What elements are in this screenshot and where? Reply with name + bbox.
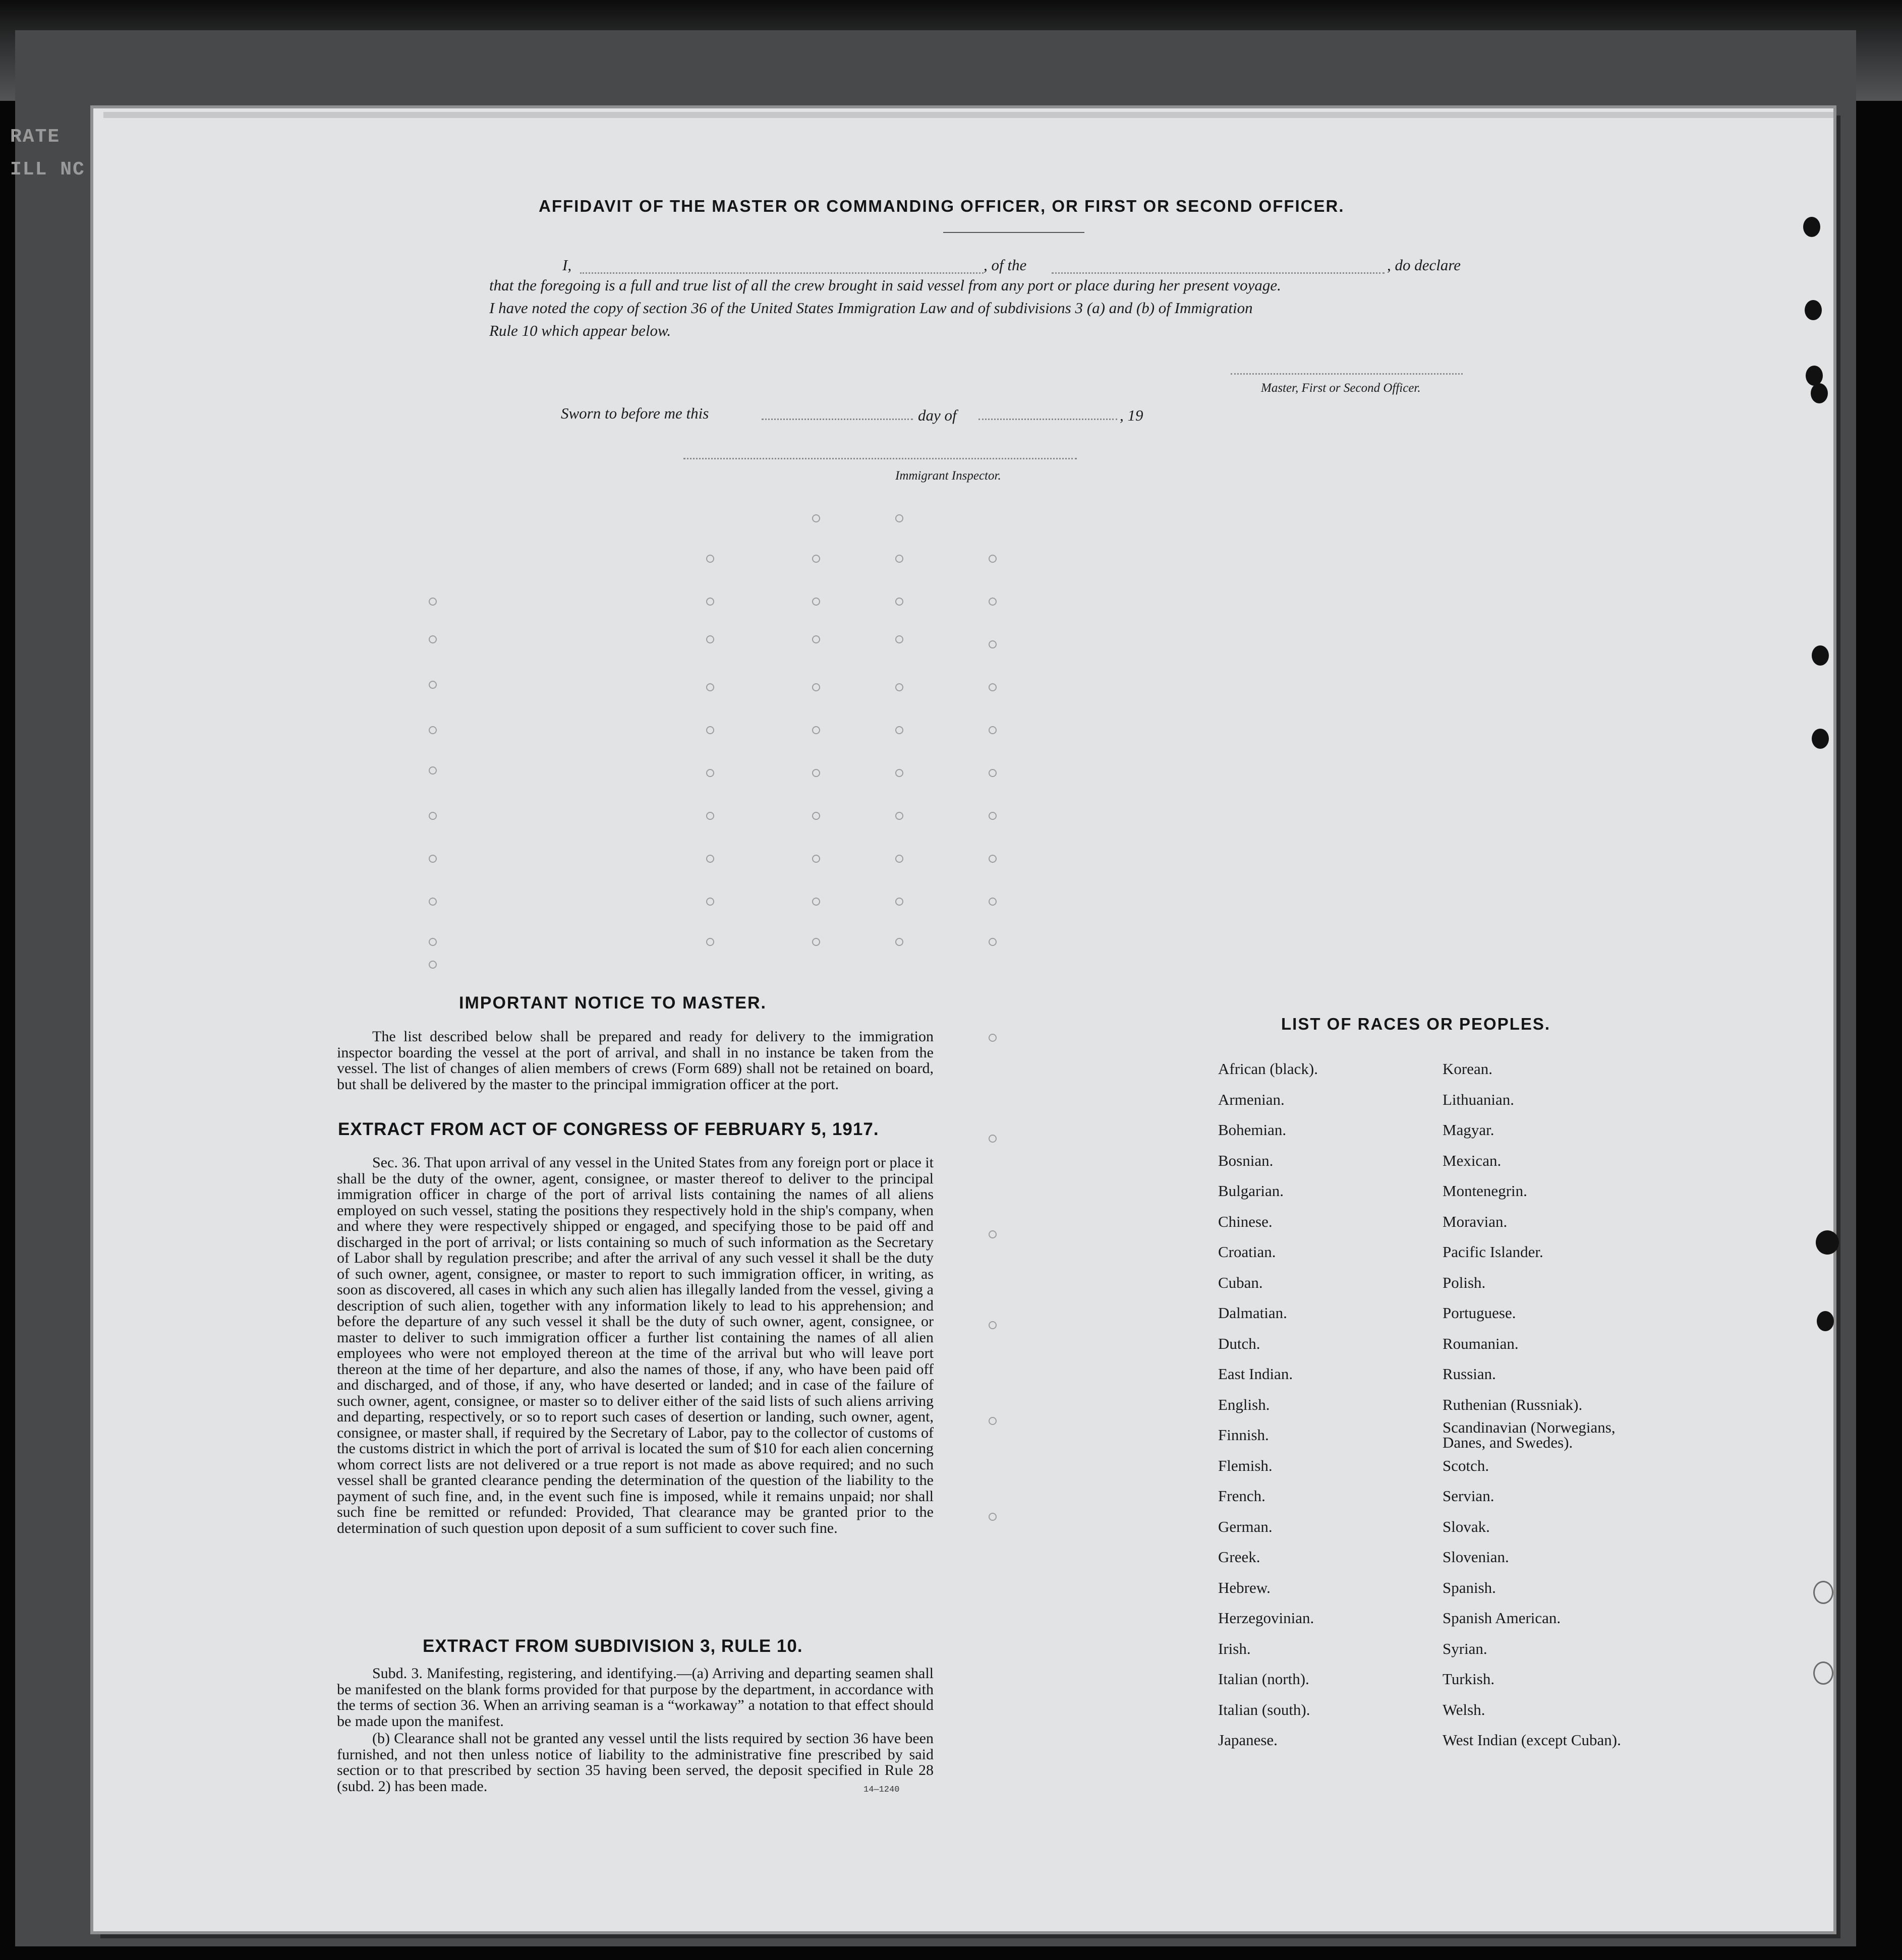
race-item: Finnish. — [1218, 1426, 1269, 1444]
race-item: German. — [1218, 1517, 1273, 1535]
guide-dot — [429, 855, 437, 863]
name-blank[interactable] — [580, 272, 984, 274]
race-item: Servian. — [1443, 1487, 1494, 1505]
guide-dot — [895, 635, 903, 643]
guide-dot — [989, 726, 997, 734]
race-item: Russian. — [1443, 1365, 1496, 1383]
guide-dot — [429, 961, 437, 969]
guide-dot — [706, 938, 714, 946]
inspector-caption: Immigrant Inspector. — [895, 469, 1001, 483]
race-item: Bulgarian. — [1218, 1182, 1284, 1200]
notice-body: The list described below shall be prepared and ready for delivery to the immigration inspector boarding the vessel at the port of arrival, and shall in no instance be taken from the vessel. The list of changes of alien members of crews (Form 689) shall not be retained on board, but shall be delivered by the master to the principal immigration officer at the port. — [337, 1028, 934, 1093]
guide-dot — [812, 514, 820, 522]
race-item: Welsh. — [1443, 1700, 1485, 1718]
guide-dot — [989, 598, 997, 606]
year-label: , 19 — [1120, 406, 1143, 424]
race-item: Dalmatian. — [1218, 1304, 1287, 1322]
race-item: East Indian. — [1218, 1365, 1293, 1383]
sworn-label: Sworn to before me this — [561, 404, 709, 422]
month-blank[interactable] — [978, 419, 1117, 420]
guide-dot — [812, 898, 820, 906]
race-item: Cuban. — [1218, 1273, 1263, 1291]
guide-dot — [989, 1321, 997, 1329]
race-item: Moravian. — [1443, 1212, 1508, 1230]
guide-dot — [706, 683, 714, 691]
form-number: 14—1240 — [863, 1785, 900, 1795]
race-item: Chinese. — [1218, 1212, 1273, 1230]
race-item: Syrian. — [1443, 1639, 1487, 1657]
guide-dot — [429, 938, 437, 946]
race-item: Spanish American. — [1443, 1609, 1561, 1627]
race-item: Mexican. — [1443, 1151, 1502, 1169]
guide-dot — [989, 855, 997, 863]
race-item: English. — [1218, 1395, 1270, 1413]
affidavit-line-3: I have noted the copy of section 36 of the United States Immigration Law and of subdivisions 3 (a) and (b) of Immigration — [489, 299, 1253, 317]
guide-dot — [429, 681, 437, 689]
race-item: Roumanian. — [1443, 1334, 1519, 1352]
act-heading: EXTRACT FROM ACT OF CONGRESS OF FEBRUARY 5, 1917. — [338, 1119, 879, 1139]
sworn-day-blank[interactable] — [762, 419, 913, 420]
punch-hole-icon — [1805, 300, 1822, 320]
guide-dot — [895, 726, 903, 734]
guide-dot — [812, 598, 820, 606]
guide-dot — [989, 1230, 997, 1238]
guide-dot — [989, 812, 997, 820]
race-item: Ruthenian (Russniak). — [1443, 1395, 1583, 1413]
punch-hole-icon — [1803, 217, 1820, 237]
inspector-blank[interactable] — [683, 458, 1077, 459]
edge-mark-2: ILL NC — [10, 159, 85, 181]
guide-dot — [429, 898, 437, 906]
affidavit-line-4: Rule 10 which appear below. — [489, 322, 671, 339]
signature-caption: Master, First or Second Officer. — [1261, 381, 1421, 395]
race-item: Polish. — [1443, 1273, 1486, 1291]
race-item: Lithuanian. — [1443, 1090, 1515, 1108]
race-item: Italian (north). — [1218, 1670, 1309, 1688]
guide-dot — [706, 635, 714, 643]
guide-dot — [812, 635, 820, 643]
race-item: Korean. — [1443, 1060, 1492, 1078]
day-of-label: day of — [918, 406, 957, 424]
notice-heading: IMPORTANT NOTICE TO MASTER. — [459, 993, 767, 1013]
guide-dot — [812, 683, 820, 691]
affidavit-line-2: that the foregoing is a full and true list of all the crew brought in said vessel from any port or place during her present voyage. — [489, 276, 1281, 294]
punch-hole-icon — [1806, 366, 1823, 386]
guide-dot — [895, 598, 903, 606]
race-item: Irish. — [1218, 1639, 1251, 1657]
race-item: Hebrew. — [1218, 1578, 1271, 1596]
guide-dot — [895, 938, 903, 946]
guide-dot — [706, 769, 714, 777]
guide-dot — [895, 514, 903, 522]
race-item: Scotch. — [1443, 1456, 1489, 1474]
punch-hole-icon — [1812, 645, 1829, 666]
guide-dot — [812, 812, 820, 820]
act-body: Sec. 36. That upon arrival of any vessel in the United States from any foreign port or place it shall be the duty of the owner, agent, consignee, or master thereof to deliver to the principal immigration officer in charge of the port of arrival lists containing the names of all aliens employed on such vessel, stating the positions they respectively hold in the ship's company, when and where they were respectively shipped or engaged, and specifying those to be paid off and discharged in the port of arrival; or lists containing so much of such information as the Secretary of Labor shall by regulation prescribe; and after the arrival of any such vessel it shall be the duty of such owner, agent, consignee, or master to report to such immigration officer, in writing, as soon as discovered, all cases in which any such alien has illegally landed from the vessel, giving a description of such alien, together with any information likely to lead to his apprehension; and before the departure of any such vessel it shall be the duty of such owner, agent, consignee, or master to deliver to such immigration officer a further list containing the names of all alien employees who were not employed thereon at the time of the arrival but who will leave port thereon at the time of her departure, and also the names of those, if any, who have been paid off and discharged, and of those, if any, who have deserted or landed; and in case of the failure of such owner, agent, consignee, or master so to deliver either of the said lists of such aliens arriving and departing, respectively, or so to report such cases of desertion or landing, such owner, agent, consignee, or master shall, if required by the Secretary of Labor, pay to the collector of customs of the customs district in which the port of arrival is located the sum of $10 for each alien concerning whom correct lists are not delivered or a true report is not made as above required; and no such vessel shall be granted clearance pending the determination of the question of the liability to the payment of such fine, and, in the event such fine is imposed, while it remains unpaid; nor shall such fine be remitted or refunded: Provided, That clearance may be granted prior to the determination of such question upon deposit of a sum sufficient to cover such fine. — [337, 1154, 934, 1536]
guide-dot — [812, 726, 820, 734]
race-item: Slovenian. — [1443, 1548, 1509, 1566]
title-underline — [943, 232, 1084, 233]
guide-dot — [895, 683, 903, 691]
race-item: Montenegrin. — [1443, 1182, 1527, 1200]
guide-dot — [989, 769, 997, 777]
guide-dot — [989, 1135, 997, 1143]
guide-dot — [706, 555, 714, 563]
guide-dot — [812, 769, 820, 777]
guide-dot — [989, 938, 997, 946]
guide-dot — [812, 938, 820, 946]
sheet-fold-edge — [103, 112, 1833, 118]
guide-dot — [989, 1417, 997, 1425]
guide-dot — [812, 855, 820, 863]
guide-dot — [895, 898, 903, 906]
affidavit-do-declare: , do declare — [1387, 256, 1461, 274]
race-item: Flemish. — [1218, 1456, 1273, 1474]
guide-dot — [989, 640, 997, 648]
races-left-column — [1218, 1054, 1318, 1756]
race-item: Spanish. — [1443, 1578, 1496, 1596]
race-item: African (black). — [1218, 1060, 1318, 1078]
race-item: Magyar. — [1443, 1121, 1494, 1139]
race-item: Bosnian. — [1218, 1151, 1274, 1169]
guide-dot — [706, 855, 714, 863]
guide-dot — [429, 726, 437, 734]
races-heading: LIST OF RACES OR PEOPLES. — [1281, 1015, 1551, 1033]
guide-dot — [989, 555, 997, 563]
punch-hole-outline-icon — [1813, 1581, 1833, 1604]
guide-dot — [429, 635, 437, 643]
race-item: Slovak. — [1443, 1517, 1490, 1535]
signature-blank[interactable] — [1231, 373, 1463, 375]
guide-dot — [429, 766, 437, 775]
race-item: Dutch. — [1218, 1334, 1260, 1352]
guide-dot — [989, 1513, 997, 1521]
race-item: Herzegovinian. — [1218, 1609, 1314, 1627]
race-item: Turkish. — [1443, 1670, 1495, 1688]
race-item: Japanese. — [1218, 1731, 1278, 1749]
race-item: Scandinavian (Norwegians, Danes, and Swedes). — [1443, 1418, 1616, 1451]
guide-dot — [989, 1034, 997, 1042]
races-right-column — [1443, 1054, 1659, 1756]
punch-hole-icon — [1811, 383, 1828, 403]
race-item: Greek. — [1218, 1548, 1260, 1566]
vessel-blank[interactable] — [1052, 272, 1385, 274]
rule-body-b: (b) Clearance shall not be granted any vessel until the lists required by section 36 have been furnished, and not then unless notice of liability to the administrative fine prescribed by said section or to that prescribed by section 35 having been served, the deposit specified in Rule 28 (subd. 2) has been made. — [337, 1730, 934, 1795]
race-item: Armenian. — [1218, 1090, 1285, 1108]
guide-dot — [895, 812, 903, 820]
punch-hole-icon — [1812, 729, 1829, 749]
race-item: West Indian (except Cuban). — [1443, 1731, 1621, 1749]
punch-hole-icon — [1817, 1311, 1834, 1331]
punch-hole-icon — [1816, 1230, 1839, 1255]
rule-heading: EXTRACT FROM SUBDIVISION 3, RULE 10. — [423, 1636, 803, 1656]
affidavit-title: AFFIDAVIT OF THE MASTER OR COMMANDING OFFICER, OR FIRST OR SECOND OFFICER. — [539, 197, 1345, 215]
affidavit-i-label: I, — [562, 256, 572, 274]
race-item: French. — [1218, 1487, 1265, 1505]
guide-dot — [429, 812, 437, 820]
guide-dot — [895, 855, 903, 863]
guide-dot — [895, 555, 903, 563]
race-item: Pacific Islander. — [1443, 1243, 1543, 1261]
rule-body-a: Subd. 3. Manifesting, registering, and identifying.—(a) Arriving and departing seamen shall be manifested on the blank forms provided for that purpose by the department, in accordance with the terms of section 36. When an arriving seaman is a “workaway” a notation to that effect should be made upon the manifest. — [337, 1665, 934, 1730]
race-item: Italian (south). — [1218, 1700, 1310, 1718]
guide-dot — [706, 812, 714, 820]
guide-dot — [812, 555, 820, 563]
guide-dot — [706, 726, 714, 734]
punch-hole-outline-icon — [1813, 1661, 1833, 1685]
guide-dot — [989, 898, 997, 906]
guide-dot — [989, 683, 997, 691]
guide-dot — [895, 769, 903, 777]
affidavit-of-the: , of the — [984, 256, 1027, 274]
guide-dot — [706, 898, 714, 906]
edge-mark-1: RATE — [10, 126, 61, 148]
guide-dot — [706, 598, 714, 606]
race-item: Bohemian. — [1218, 1121, 1287, 1139]
race-item: Portuguese. — [1443, 1304, 1516, 1322]
race-item: Croatian. — [1218, 1243, 1276, 1261]
guide-dot — [429, 598, 437, 606]
